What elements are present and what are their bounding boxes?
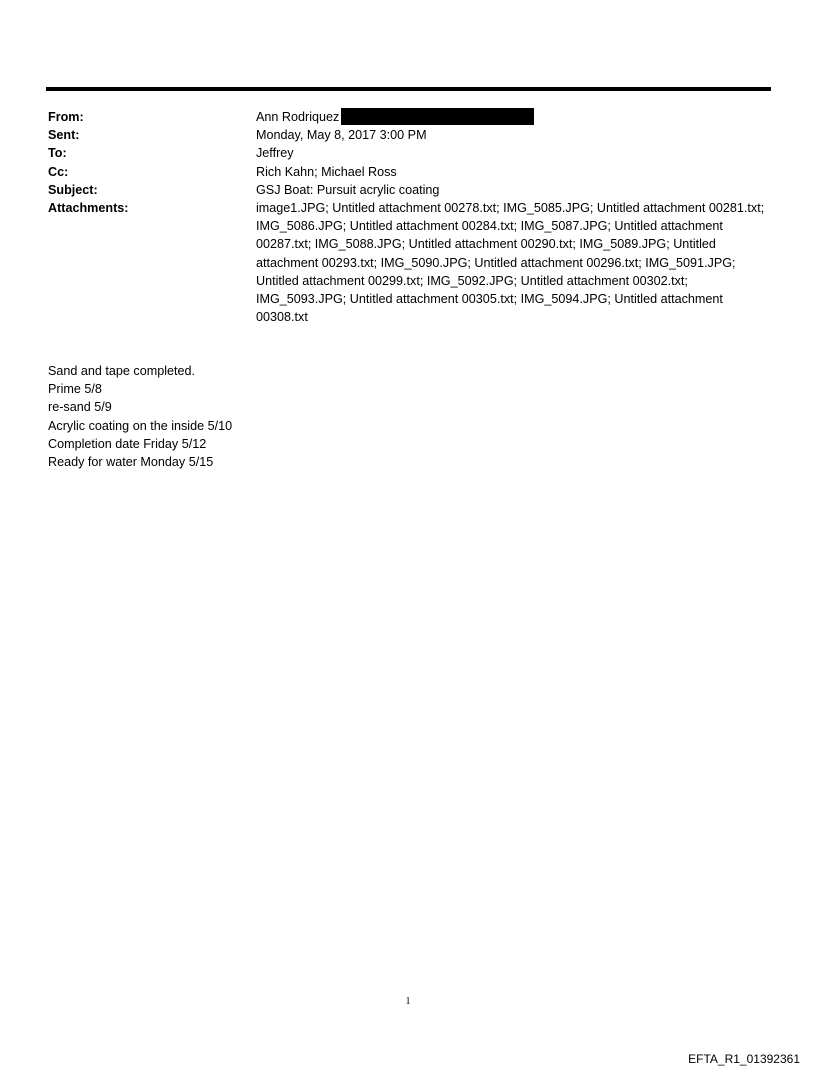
body-line: Prime 5/8 [48,382,102,397]
subject-row [48,181,768,199]
from-row [48,108,768,126]
sent-value: Monday, May 8, 2017 3:00 PM [256,128,427,143]
attachments-label: Attachments: [48,201,129,216]
header-divider [46,87,771,91]
attachments-value: image1.JPG; Untitled attachment 00278.txt; IMG_5085.JPG; Untitled attachment 00281.txt; IMG_5086.JPG; Untitled attachment 00284.txt; IMG_5087.JPG; Untitled attachment 00287.txt; IMG_5088.JPG; Untitled attachment 00290.txt; IMG_5089.JPG; Untitled attachment 00293.txt; IMG_5090.JPG; Untitled attachment 00296.txt; IMG_5091.JPG; Untitled attachment 00299.txt; IMG_5092.JPG; Untitled attachment 00302.txt; IMG_5093.JPG; Untitled attachment 00305.txt; IMG_5094.JPG; Untitled attachment 00308.txt [256,201,765,325]
email-body [48,362,232,471]
body-line: Acrylic coating on the inside 5/10 [48,418,233,433]
sent-label: Sent: [48,128,80,143]
redaction-bar [341,108,534,125]
cc-row [48,163,768,181]
to-value: Jeffrey [256,146,294,161]
to-row [48,144,768,162]
email-header [48,108,768,326]
body-line: Ready for water Monday 5/15 [48,455,214,470]
sent-row [48,126,768,144]
document-id: EFTA_R1_01392361 [688,1052,800,1066]
page-number: 1 [405,996,411,1007]
sender-name: Ann Rodriquez [256,110,340,124]
to-label: To: [48,146,67,161]
subject-label: Subject: [48,182,98,197]
from-value [256,108,768,126]
from-label: From: [48,110,84,124]
body-line: Sand and tape completed. [48,364,196,378]
cc-value: Rich Kahn; Michael Ross [256,164,397,179]
subject-value: GSJ Boat: Pursuit acrylic coating [256,182,440,197]
body-line: Completion date Friday 5/12 [48,436,207,451]
cc-label: Cc: [48,164,69,179]
attachments-row [48,199,768,326]
body-line: re-sand 5/9 [48,400,112,415]
